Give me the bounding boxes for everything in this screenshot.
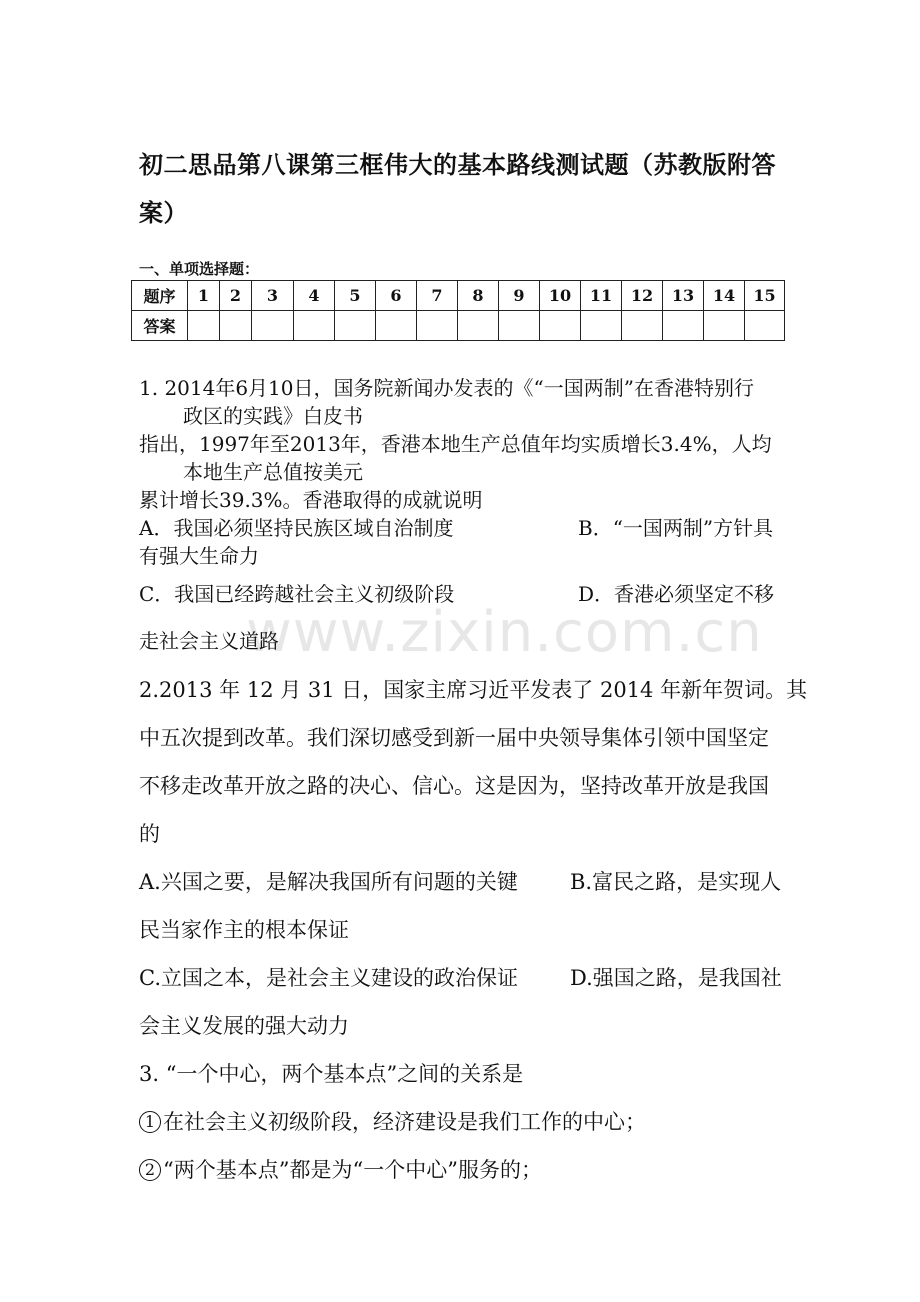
section-heading-single-choice: 一、单项选择题： xyxy=(139,260,260,278)
answer-table-answer-row xyxy=(132,311,785,341)
question-number-cell: 10 xyxy=(540,281,581,311)
q2-stem-line4: 的 xyxy=(139,822,160,846)
question-number-cell: 5 xyxy=(335,281,376,311)
answer-cell[interactable] xyxy=(745,311,785,341)
answer-cell[interactable] xyxy=(376,311,417,341)
question-number-cell: 12 xyxy=(622,281,663,311)
question-number-cell: 1 xyxy=(188,281,220,311)
q1-option-c: C．我国已经跨越社会主义初级阶段 xyxy=(139,582,455,606)
q3-item-2 xyxy=(139,1154,542,1184)
question-number-cell: 7 xyxy=(417,281,458,311)
q1-option-a: A．我国必须坚持民族区域自治制度 xyxy=(139,516,454,540)
answer-cell[interactable] xyxy=(581,311,622,341)
answer-cell[interactable] xyxy=(252,311,294,341)
question-number-cell: 15 xyxy=(745,281,785,311)
q1-option-b: B．“一国两制”方针具 xyxy=(578,516,774,540)
q3-item-2-text: “两个基本点”都是为“一个中心”服务的； xyxy=(163,1158,542,1182)
answer-cell[interactable] xyxy=(188,311,220,341)
question-number-cell: 11 xyxy=(581,281,622,311)
circled-number-2: 2 xyxy=(139,1159,161,1181)
answer-cell[interactable] xyxy=(335,311,376,341)
document-title-line1: 初二思品第八课第三框伟大的基本路线测试题（苏教版附答 xyxy=(139,150,776,179)
watermark: www.zixin.com.cn xyxy=(246,600,763,665)
q1-option-d-continued: 走社会主义道路 xyxy=(139,629,279,653)
question-number-cell: 6 xyxy=(376,281,417,311)
question-number-cell: 14 xyxy=(704,281,745,311)
answer-cell[interactable] xyxy=(499,311,540,341)
answer-cell[interactable] xyxy=(622,311,663,341)
q2-stem-line2: 中五次提到改革。我们深切感受到新一届中央领导集体引领中国坚定 xyxy=(139,726,769,750)
q2-option-d: D.强国之路，是我国社 xyxy=(570,966,782,990)
q2-option-a: A.兴国之要，是解决我国所有问题的关键 xyxy=(139,870,518,894)
q1-stem-line1: 1. 2014年6月10日，国务院新闻办发表的《“一国两制”在香港特别行 xyxy=(139,376,754,400)
q2-stem-line1: 2.2013 年 12 月 31 日，国家主席习近平发表了 2014 年新年贺词。其 xyxy=(139,678,808,702)
q1-option-b-continued: 有强大生命力 xyxy=(139,544,259,568)
q3-item-1 xyxy=(139,1106,646,1136)
answer-cell[interactable] xyxy=(220,311,252,341)
question-number-cell: 2 xyxy=(220,281,252,311)
question-number-cell: 3 xyxy=(252,281,294,311)
answer-cell[interactable] xyxy=(704,311,745,341)
q2-option-d-continued: 会主义发展的强大动力 xyxy=(139,1014,349,1038)
answer-cell[interactable] xyxy=(294,311,335,341)
answer-cell[interactable] xyxy=(417,311,458,341)
answer-table-header-row xyxy=(132,281,785,311)
answer-table xyxy=(131,280,785,341)
question-number-cell: 9 xyxy=(499,281,540,311)
q1-option-d: D．香港必须坚定不移 xyxy=(578,582,775,606)
row-label-question-number: 题序 xyxy=(132,281,188,311)
answer-cell[interactable] xyxy=(458,311,499,341)
question-number-cell: 8 xyxy=(458,281,499,311)
q2-option-b-continued: 民当家作主的根本保证 xyxy=(139,918,349,942)
q1-stem-line5: 累计增长39.3%。香港取得的成就说明 xyxy=(139,488,483,512)
q2-option-c: C.立国之本，是社会主义建设的政治保证 xyxy=(139,966,518,990)
q2-option-b: B.富民之路，是实现人 xyxy=(570,870,782,894)
q3-stem: 3. “一个中心，两个基本点”之间的关系是 xyxy=(139,1062,524,1086)
document-title-line2: 案） xyxy=(139,198,188,227)
answer-cell[interactable] xyxy=(663,311,704,341)
answer-cell[interactable] xyxy=(540,311,581,341)
q3-item-1-text: 在社会主义初级阶段，经济建设是我们工作的中心； xyxy=(163,1110,646,1134)
row-label-answer: 答案 xyxy=(132,311,188,341)
q1-stem-line4: 本地生产总值按美元 xyxy=(183,460,363,484)
circled-number-1: 1 xyxy=(139,1111,161,1133)
question-number-cell: 13 xyxy=(663,281,704,311)
question-number-cell: 4 xyxy=(294,281,335,311)
q2-stem-line3: 不移走改革开放之路的决心、信心。这是因为，坚持改革开放是我国 xyxy=(139,774,769,798)
q1-stem-line2: 政区的实践》白皮书 xyxy=(183,404,363,428)
q1-stem-line3: 指出，1997年至2013年，香港本地生产总值年均实质增长3.4%，人均 xyxy=(139,432,772,456)
